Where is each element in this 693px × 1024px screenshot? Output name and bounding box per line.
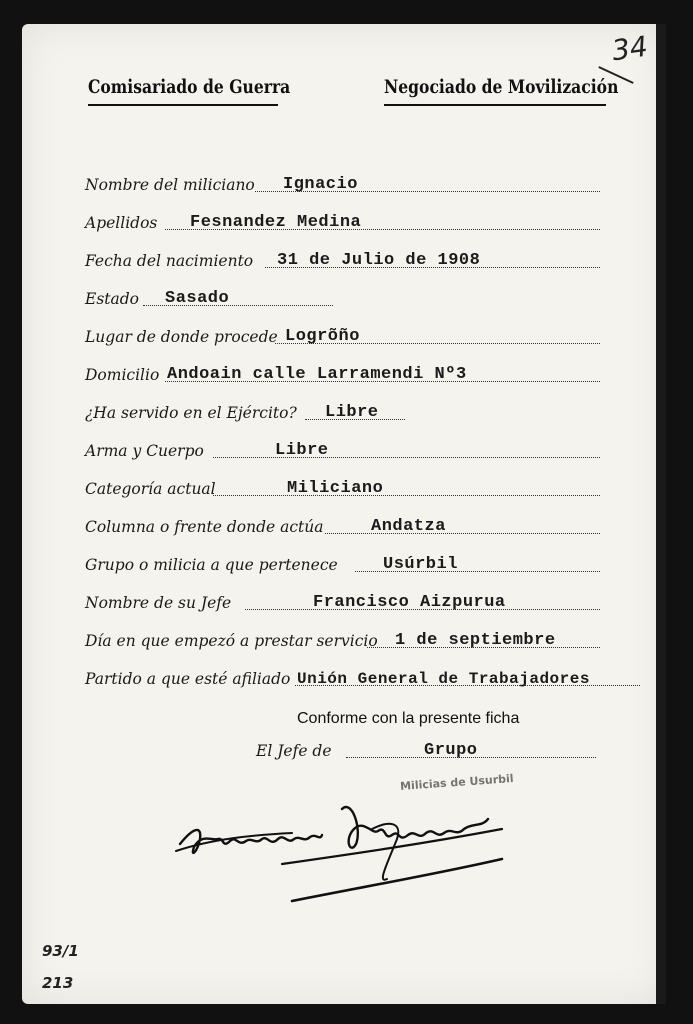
field-row: [85, 476, 605, 500]
field-row: [85, 552, 605, 576]
field-value: Logrõño: [285, 327, 360, 346]
militia-record-card: [22, 24, 666, 1004]
signature-image: [172, 789, 532, 919]
field-label: Domicilio: [85, 366, 160, 384]
page-number: 34: [609, 29, 650, 68]
jefe-label: El Jefe de: [256, 742, 332, 760]
field-label: Grupo o milicia a que pertenece: [85, 556, 338, 574]
field-row: [85, 172, 605, 196]
field-label: Partido a que esté afiliado: [85, 670, 291, 688]
field-value: 1 de septiembre: [395, 631, 556, 650]
field-value: Andatza: [371, 517, 446, 536]
field-row: [85, 514, 605, 538]
dotted-line: [213, 495, 600, 496]
field-value: Libre: [275, 441, 329, 460]
field-value: Unión General de Trabajadores: [297, 670, 590, 688]
field-row: [85, 400, 605, 424]
header-left: Comisariado de Guerra: [88, 76, 291, 98]
field-value: Francisco Aizpurua: [313, 593, 506, 612]
field-row: [85, 210, 605, 234]
header-right: Negociado de Movilización: [384, 76, 619, 98]
field-row: [85, 590, 605, 614]
field-value: Libre: [325, 403, 379, 422]
card-edge: [656, 24, 666, 1004]
field-label: Lugar de donde procede: [85, 328, 278, 346]
field-label: Fecha del nacimiento: [85, 252, 254, 270]
field-label: Apellidos: [85, 214, 158, 232]
archive-reference: 93/1: [42, 942, 79, 960]
dotted-line: [325, 533, 600, 534]
jefe-value: Grupo: [424, 741, 478, 760]
field-value: Ignacio: [283, 175, 358, 194]
dotted-line: [213, 457, 600, 458]
archive-number: 213: [42, 974, 74, 992]
field-label: Arma y Cuerpo: [85, 442, 204, 460]
header-left-underline: [88, 104, 278, 106]
field-row: [85, 666, 645, 690]
field-label: Columna o frente donde actúa: [85, 518, 324, 536]
field-row: [85, 362, 605, 386]
field-value: Sasado: [165, 289, 230, 308]
field-value: Andoain calle Larramendi Nº3: [167, 365, 467, 384]
field-label: Estado: [85, 290, 139, 308]
field-value: 31 de Julio de 1908: [277, 251, 481, 270]
field-value: Miliciano: [287, 479, 384, 498]
militia-stamp: Milicias de Usurbil: [399, 772, 514, 793]
field-label: Nombre de su Jefe: [85, 594, 232, 612]
header-right-underline: [384, 104, 606, 106]
field-value: Usúrbil: [383, 555, 458, 574]
jefe-row: [256, 738, 606, 762]
conformity-text: Conforme con la presente ficha: [297, 710, 520, 727]
field-row: [85, 438, 605, 462]
field-row: [85, 286, 605, 310]
field-row: [85, 324, 605, 348]
field-value: Fesnandez Medina: [190, 213, 362, 232]
field-label: ¿Ha servido en el Ejército?: [85, 404, 297, 422]
field-label: Categoría actual: [85, 480, 216, 498]
field-label: Nombre del miliciano: [85, 176, 255, 194]
field-label: Día en que empezó a prestar servicio: [85, 632, 378, 650]
field-row: [85, 248, 605, 272]
field-row: [85, 628, 605, 652]
